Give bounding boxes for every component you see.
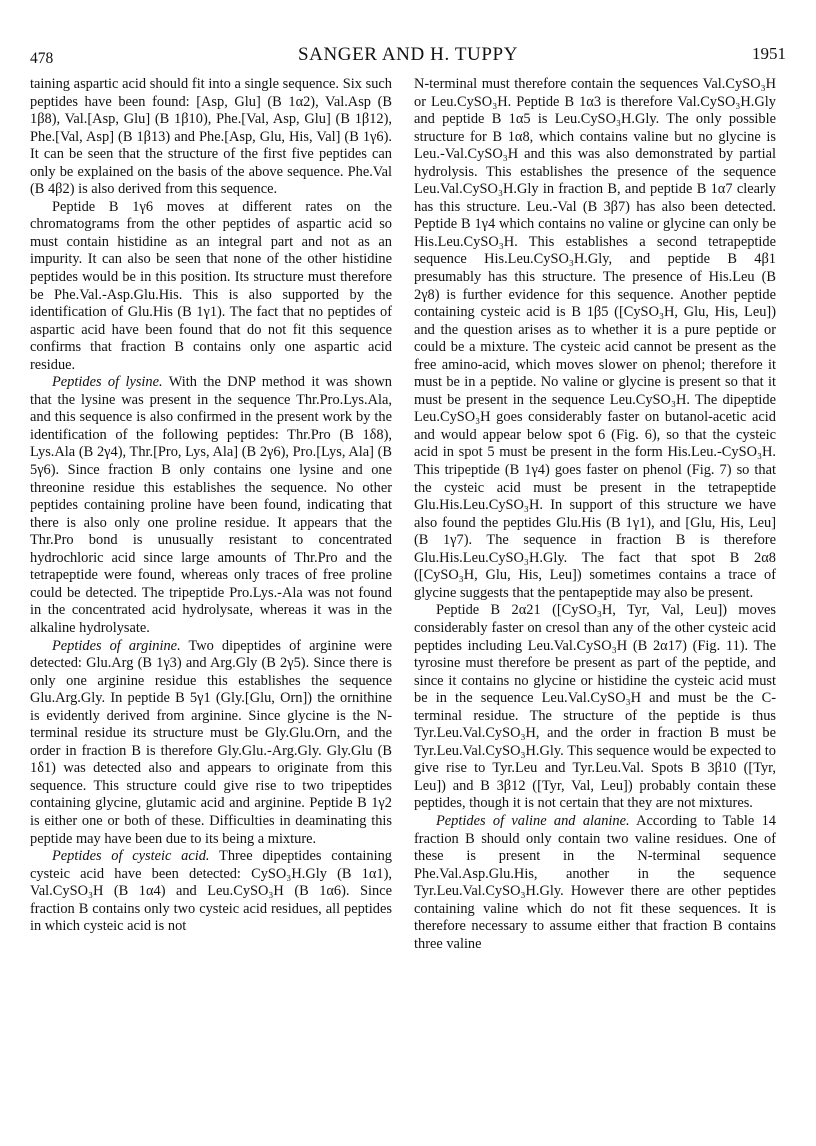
paragraph-section bbox=[30, 848, 392, 936]
paragraph-section bbox=[30, 374, 392, 637]
right-column bbox=[414, 76, 776, 953]
paragraph-section bbox=[30, 638, 392, 849]
paragraph-text: Two dipeptides of arginine were detected: Glu.Arg (B 1γ3) and Arg.Gly (B 2γ5). Since there is only one arginine residue this establishes the sequence Glu.Arg.Gly. In peptide B 5γ1 (Gly.[Glu, Orn]) the ornithine is evidently derived from arginine. Since glycine is the N-terminal residue its structure must be Gly.Glu.Orn, and the order in fraction B is therefore Gly.Glu.-Arg.Gly. Gly.Glu (B 1δ1) was detected also and appears to originate from this sequence. This structure could give rise to two tripeptides containing glycine, glutamic acid and arginine. Peptide B 1γ2 is either one or both of these. Difficulties in deaminating this peptide may have been due to its being a mixture. bbox=[30, 637, 393, 847]
left-column bbox=[30, 76, 392, 936]
section-heading: Peptides of lysine. bbox=[52, 374, 163, 391]
paragraph: Peptide B 2α21 ([CySO₃H, Tyr, Val, Leu]) moves considerably faster on cresol than any of the other cysteic acid peptides including Leu.Val.CySO₃H (B 2α17) (Fig. 11). The tyrosine must therefore be present as part of the peptide, and since it contains no glycine or histidine the cysteic acid must be in the sequence Leu.Val.CySO₃H and must be the C-terminal residue. The structure of the peptide is thus Tyr.Leu.Val.CySO₃H, and the order in fraction B must be Tyr.Leu.Val.CySO₃H.Gly. This sequence would be expected to give rise to Tyr.Leu and Tyr.Leu.Val. Spots B 3β10 ([Tyr, Leu]) and B 3β12 ([Tyr, Val, Leu]) probably contain these peptides, though it is not certain that they are not mixtures. bbox=[414, 602, 776, 812]
section-heading: Peptides of valine and alanine. bbox=[436, 812, 630, 829]
paragraph-text: Three dipeptides containing cysteic acid have been detected: CySO₃H.Gly (B 1α1), Val.CySO₃H (B 1α4) and Leu.CySO₃H (B 1α6). Since fraction B contains only two cysteic acid residues, all peptides in which cysteic acid is not bbox=[30, 848, 392, 935]
running-head bbox=[30, 42, 786, 68]
paragraph: N-terminal must therefore contain the sequences Val.CySO₃H or Leu.CySO₃H. Peptide B 1α3 is therefore Val.CySO₃H.Gly and peptide B 1α5 is Leu.CySO₃H.Gly. The only possible structure for B 1α8, which contains valine but no glycine is Leu.-Val.CySO₃H and this was also demonstrated by partial hydrolysis. This establishes the presence of the sequence Leu.Val.CySO₃H.Gly in fraction B, and peptide B 1α7 clearly has this structure. Leu.-Val (B 3β7) has also been detected. Peptide B 1γ4 which contains no valine or glycine can only be His.Leu.CySO₃H. This establishes a second tetrapeptide sequence His.Leu.CySO₃H.Gly, and peptide B 4β1 presumably has this structure. The presence of His.Leu (B 2γ8) is further evidence for this sequence. Another peptide containing cysteic acid is B 1β5 ([CySO₃H, Glu, His, Leu]) and the question arises as to whether it is a pure peptide or could be a mixture. The cysteic acid cannot be present as the free amino-acid, which moves slower on phenol; therefore it must be in a peptide. No valine or glycine is present so that it must be present in the sequence Leu.CySO₃H. The dipeptide Leu.CySO₃H goes considerably faster on butanol-acetic acid and would appear below spot 6 (Fig. 6), so that the cysteic acid in spot 5 must be present in the form His.Leu.-CySO₃H. This tripeptide (B 1γ4) goes faster on phenol (Fig. 7) so that the cysteic acid must be present in the tetrapeptide Glu.His.Leu.CySO₃H. In support of this structure we have also found the peptides Glu.His (B 1γ1), and [Glu, His, Leu] (B 1γ7). The sequence in fraction B is therefore Glu.His.Leu.CySO₃H.Gly. The fact that spot B 2α8 ([CySO₃H, Glu, His, Leu]) sometimes contains a trace of glycine suggests that the pentapeptide may also be present. bbox=[414, 76, 776, 601]
year: 1951 bbox=[752, 44, 786, 63]
paragraph: Peptide B 1γ6 moves at different rates on the chromatograms from the other peptides of aspartic acid so must contain histidine as an integral part and not as an impurity. It can also be seen that none of the other histidine peptides would be in this position. Its structure must therefore be Phe.Val.-Asp.Glu.His. This is also supported by the identification of Glu.His (B 1γ1). The fact that no peptides of aspartic acid have been found that do not fit this sequence confirms that fraction B contains only one aspartic acid residue. bbox=[30, 198, 392, 373]
paragraph-section bbox=[414, 813, 776, 953]
page-number: 478 bbox=[30, 50, 54, 67]
paragraph-text: According to Table 14 fraction B should only contain two valine residues. One of these is present in the N-terminal sequence Phe.Val.Asp.Glu.His, another in the sequence Tyr.Leu.Val.CySO₃H.Gly. However there are other peptides containing valine which do not fit these sequences. It is therefore necessary to assume either that fraction B contains three valine bbox=[414, 812, 776, 952]
paragraph: taining aspartic acid should fit into a single sequence. Six such peptides have been found: [Asp, Glu] (B 1α2), Val.Asp (B 1β8), Val.[Asp, Glu] (B 1β10), Phe.[Val, Asp, Glu] (B 1β12), Phe.[Val, Asp] (B 1β13) and Phe.[Asp, Glu, His, Val] (B 1γ6). It can be seen that the structure of the first five peptides can only be explained on the basis of the above sequence. Phe.Val (B 4β2) is also derived from this sequence. bbox=[30, 76, 392, 198]
section-heading: Peptides of cysteic acid. bbox=[52, 848, 210, 865]
running-title: SANGER AND H. TUPPY bbox=[297, 44, 519, 65]
paragraph-text: With the DNP method it was shown that the lysine was present in the sequence Thr.Pro.Lys.Ala, and this sequence is also confirmed in the present work by the identification of the following peptides: Thr.Pro (B 1δ8), Lys.Ala (B 2γ4), Thr.[Pro, Lys, Ala] (B 2γ6), Pro.[Lys, Ala] (B 5γ6). Since fraction B only contains one lysine and one threonine residue this establishes the sequence. No other peptides containing proline have been found, indicating that there is also only one proline residue. It appears that the Thr.Pro bond is unusually resistant to concentrated hydrochloric acid since large amounts of Thr.Pro and the tetrapeptide were found, whereas only traces of free proline could be detected. The tripeptide Pro.Lys.-Ala was not found in the concentrated acid hydrolysate, whereas it was in the alkaline hydrolysate. bbox=[30, 374, 392, 636]
section-heading: Peptides of arginine. bbox=[52, 637, 181, 654]
